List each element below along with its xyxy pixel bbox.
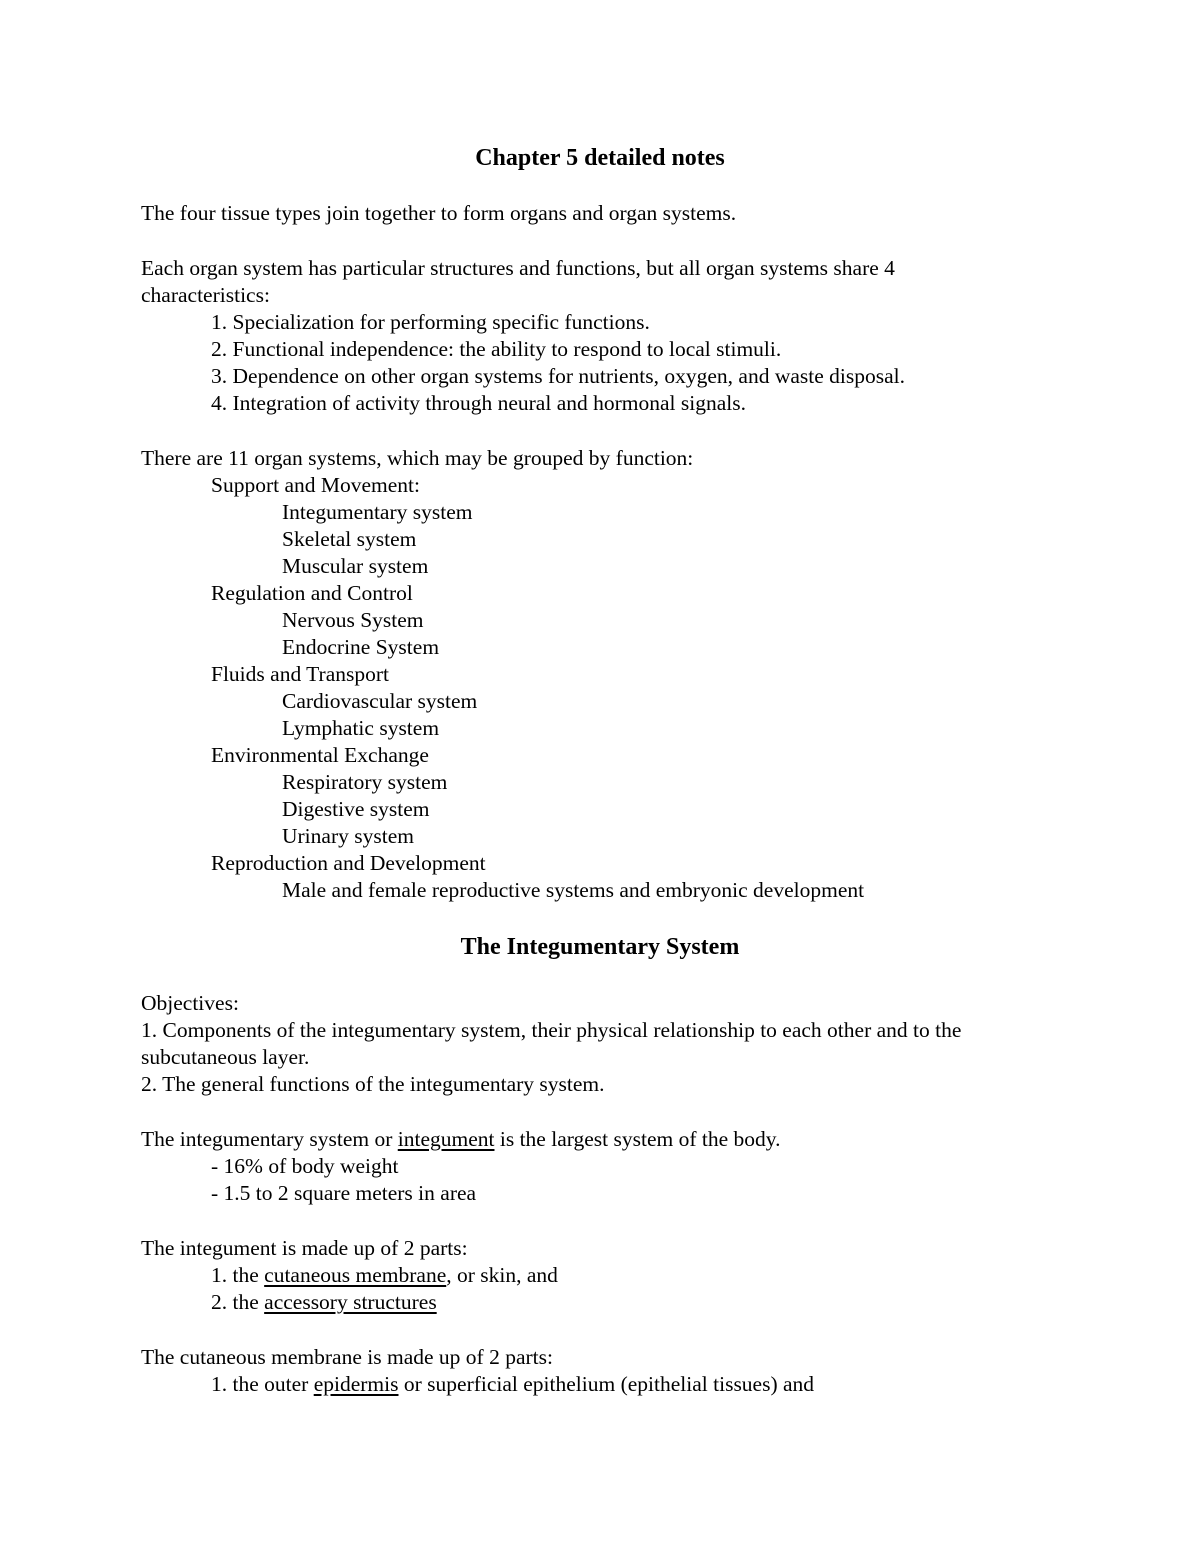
objective-item: 1. Components of the integumentary system, their physical relationship to each other and to the (141, 1018, 962, 1042)
parts-lead: The integument is made up of 2 parts: (141, 1236, 468, 1260)
characteristic-item: 2. Functional independence: the ability to respond to local stimuli. (211, 337, 782, 361)
system-group-heading: Support and Movement: (211, 473, 421, 497)
membrane-lead: The cutaneous membrane is made up of 2 parts: (141, 1345, 553, 1369)
parts-item (211, 1262, 558, 1289)
characteristic-item: 4. Integration of activity through neural and hormonal signals. (211, 391, 746, 415)
term-integument: integument (397, 1127, 495, 1151)
systems-lead: There are 11 organ systems, which may be grouped by function: (141, 446, 694, 470)
system-item: Cardiovascular system (282, 689, 478, 713)
system-group-heading: Environmental Exchange (211, 743, 429, 767)
integument-sentence-start: The integumentary system or (141, 1127, 398, 1151)
parts-item-suffix: , or skin, and (446, 1263, 558, 1287)
characteristics-lead-line2: characteristics: (141, 283, 270, 307)
characteristic-item: 1. Specialization for performing specific functions. (211, 310, 650, 334)
objectives-label: Objectives: (141, 991, 239, 1015)
system-group-heading: Regulation and Control (211, 581, 413, 605)
section-heading: The Integumentary System (460, 934, 740, 960)
term-accessory-structures: accessory structures (264, 1290, 437, 1314)
system-item: Muscular system (282, 554, 429, 578)
system-item: Skeletal system (282, 527, 417, 551)
term-epidermis: epidermis (313, 1372, 399, 1396)
system-group-heading: Fluids and Transport (211, 662, 390, 686)
system-item: Lymphatic system (282, 716, 440, 740)
integument-fact: - 16% of body weight (211, 1154, 399, 1178)
objective-item-continued: subcutaneous layer. (141, 1045, 310, 1069)
system-item: Digestive system (282, 797, 430, 821)
characteristics-lead-line1: Each organ system has particular structures and functions, but all organ systems share 4 (141, 256, 895, 280)
intro-text: The four tissue types join together to form organs and organ systems. (141, 201, 737, 225)
characteristic-item: 3. Dependence on other organ systems for nutrients, oxygen, and waste disposal. (211, 364, 906, 388)
system-item: Urinary system (282, 824, 414, 848)
parts-item-prefix: 2. the (211, 1290, 265, 1314)
membrane-item-suffix: or superficial epithelium (epithelial tissues) and (398, 1372, 815, 1396)
system-item: Male and female reproductive systems and embryonic development (282, 878, 865, 902)
objective-item: 2. The general functions of the integumentary system. (141, 1072, 605, 1096)
system-item: Integumentary system (282, 500, 473, 524)
system-item: Nervous System (282, 608, 424, 632)
parts-item-prefix: 1. the (211, 1263, 265, 1287)
membrane-item (211, 1371, 814, 1398)
membrane-item-prefix: 1. the outer (211, 1372, 314, 1396)
parts-item (211, 1289, 437, 1316)
page-title: Chapter 5 detailed notes (475, 145, 725, 171)
system-item: Respiratory system (282, 770, 448, 794)
integument-sentence (141, 1126, 781, 1153)
system-group-heading: Reproduction and Development (211, 851, 486, 875)
integument-fact: - 1.5 to 2 square meters in area (211, 1181, 477, 1205)
integument-sentence-end: is the largest system of the body. (494, 1127, 781, 1151)
term-cutaneous-membrane: cutaneous membrane (264, 1263, 447, 1287)
system-item: Endocrine System (282, 635, 440, 659)
